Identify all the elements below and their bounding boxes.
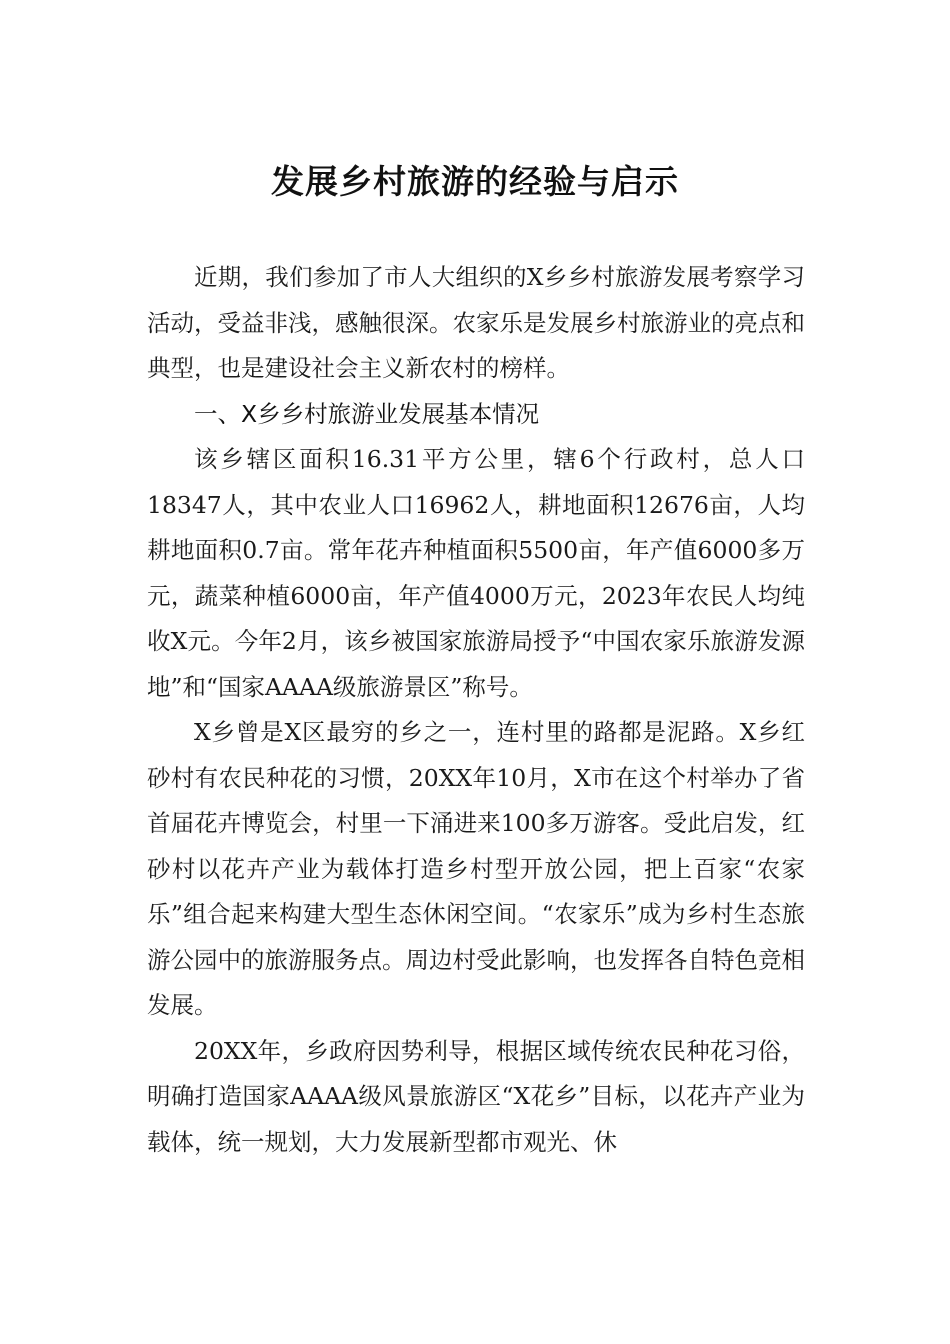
document-title: 发展乡村旅游的经验与启示	[271, 162, 679, 201]
section-heading: 一、X乡乡村旅游业发展基本情况	[194, 399, 540, 428]
section-paragraph-history: X乡曾是X区最穷的乡之一，连村里的路都是泥路。X乡红砂村有农民种花的习惯，20XX年10月，X市在这个村举办了省首届花卉博览会，村里一下涌进来100多万游客。受此启发，红砂村以花卉产业为载体打造乡村型开放公园，把上百家“农家乐”组合起来构建大型生态休闲空间。“农家乐”成为乡村生态旅游公园中的旅游服务点。周边村受此影响，也发挥各自特色竞相发展。	[147, 718, 805, 1019]
section-paragraph-basic-info: 该乡辖区面积16.31平方公里，辖6个行政村，总人口18347人，其中农业人口16962人，耕地面积12676亩，人均耕地面积0.7亩。常年花卉种植面积5500亩，年产值6000多万元，蔬菜种植6000亩，年产值4000万元，2023年农民人均纯收X元。今年2月，该乡被国家旅游局授予“中国农家乐旅游发源地”和“国家AAAA级旅游景区”称号。	[147, 445, 805, 701]
intro-paragraph: 近期，我们参加了市人大组织的X乡乡村旅游发展考察学习活动，受益非浅，感触很深。农家乐是发展乡村旅游业的亮点和典型，也是建设社会主义新农村的榜样。	[147, 263, 805, 382]
section-paragraph-planning: 20XX年，乡政府因势利导，根据区域传统农民种花习俗，明确打造国家AAAA级风景旅游区“X花乡”目标，以花卉产业为载体，统一规划，大力发展新型都市观光、休	[147, 1036, 805, 1156]
document-body	[147, 255, 805, 1165]
